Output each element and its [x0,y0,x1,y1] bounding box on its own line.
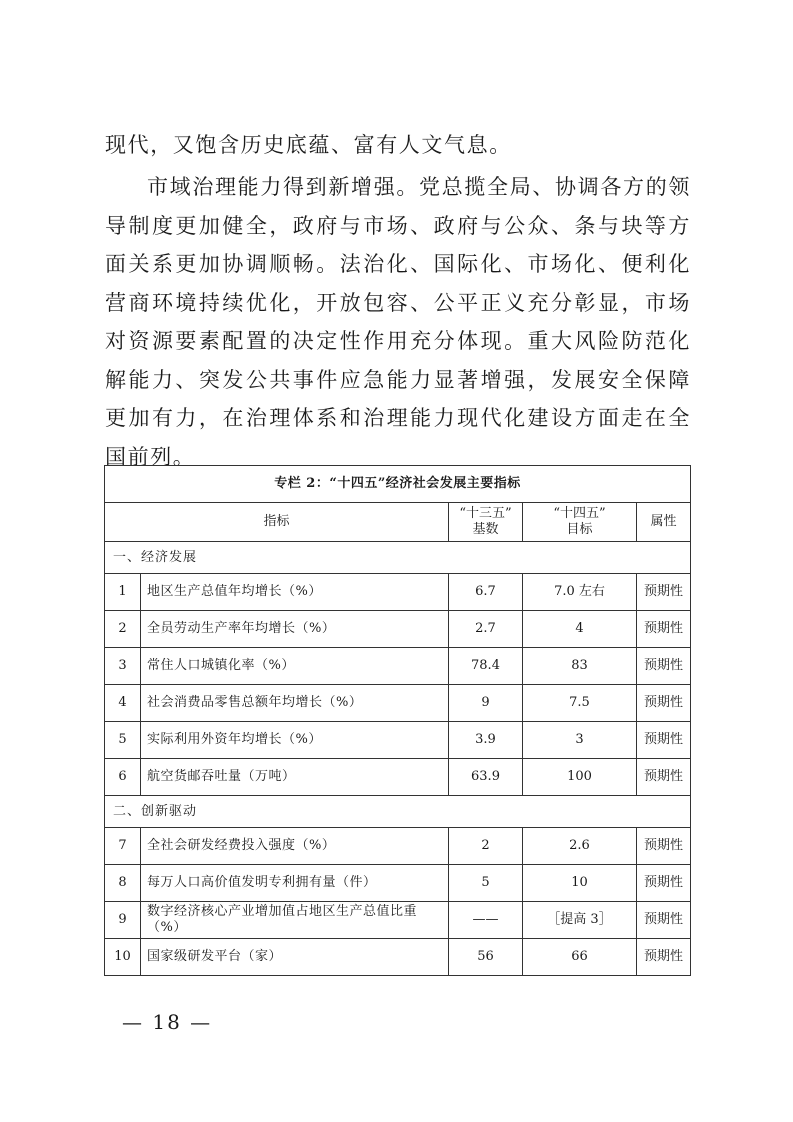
row-number: 9 [105,902,141,939]
indicator-name: 常住人口城镇化率（%） [141,648,449,685]
indicator-name: 全员劳动生产率年均增长（%） [141,611,449,648]
indicator-name: 社会消费品零售总额年均增长（%） [141,685,449,722]
base-value: 63.9 [449,759,523,796]
attribute-value: 预期性 [637,759,691,796]
section-row [105,796,691,828]
base-value: 6.7 [449,574,523,611]
target-value: 7.5 [523,685,637,722]
base-value: —— [449,902,523,939]
attribute-value: 预期性 [637,939,691,976]
indicator-name: 全社会研发经费投入强度（%） [141,828,449,865]
table-row [105,902,691,939]
table-row [105,648,691,685]
paragraph-governance: 市域治理能力得到新增强。党总揽全局、协调各方的领导制度更加健全，政府与市场、政府与公众、条与块等方面关系更加协调顺畅。法治化、国际化、市场化、便利化营商环境持续优化，开放包容、公平正义充分彰显，市场对资源要素配置的决定性作用充分体现。重大风险防范化解能力、突发公共事件应急能力显著增强，发展安全保障更加有力，在治理体系和治理能力现代化建设方面走在全国前列。 [105,175,691,469]
indicator-name: 每万人口高价值发明专利拥有量（件） [141,865,449,902]
header-base-line2: 基数 [472,522,499,537]
attribute-value: 预期性 [637,685,691,722]
row-number: 10 [105,939,141,976]
header-target-line1: “十四五” [553,506,606,521]
target-value: 3 [523,722,637,759]
row-number: 6 [105,759,141,796]
target-value: 7.0 左右 [523,574,637,611]
target-value: 66 [523,939,637,976]
table-row [105,722,691,759]
attribute-value: 预期性 [637,865,691,902]
base-value: 9 [449,685,523,722]
header-base-line1: “十三五” [459,506,512,521]
indicator-name: 航空货邮吞吐量（万吨） [141,759,449,796]
target-value: 83 [523,648,637,685]
base-value: 56 [449,939,523,976]
attribute-value: 预期性 [637,574,691,611]
attribute-value: 预期性 [637,648,691,685]
attribute-value: 预期性 [637,722,691,759]
table-header-row [105,503,691,542]
attribute-value: 预期性 [637,828,691,865]
row-number: 8 [105,865,141,902]
table-row [105,939,691,976]
header-base [449,503,523,542]
row-number: 3 [105,648,141,685]
table-row [105,759,691,796]
indicators-table [104,465,691,976]
base-value: 5 [449,865,523,902]
header-attribute: 属性 [637,503,691,542]
attribute-value: 预期性 [637,902,691,939]
row-number: 5 [105,722,141,759]
table-title: 专栏 2：“十四五”经济社会发展主要指标 [105,466,691,503]
target-value: 100 [523,759,637,796]
section-title: 二、创新驱动 [105,796,691,828]
section-title: 一、经济发展 [105,542,691,574]
table-row [105,828,691,865]
header-target [523,503,637,542]
section-row [105,542,691,574]
base-value: 2.7 [449,611,523,648]
page-number: — 18 — [122,1010,213,1034]
target-value: 4 [523,611,637,648]
row-number: 7 [105,828,141,865]
table-row [105,685,691,722]
header-target-line2: 目标 [566,522,593,537]
table-row [105,865,691,902]
header-indicator: 指标 [105,503,449,542]
attribute-value: 预期性 [637,611,691,648]
row-number: 4 [105,685,141,722]
row-number: 1 [105,574,141,611]
base-value: 3.9 [449,722,523,759]
target-value: 10 [523,865,637,902]
indicator-name: 国家级研发平台（家） [141,939,449,976]
indicator-name: 地区生产总值年均增长（%） [141,574,449,611]
target-value: ［提高 3］ [523,902,637,939]
indicator-name: 实际利用外资年均增长（%） [141,722,449,759]
base-value: 2 [449,828,523,865]
target-value: 2.6 [523,828,637,865]
row-number: 2 [105,611,141,648]
indicator-name: 数字经济核心产业增加值占地区生产总值比重（%） [141,902,449,939]
base-value: 78.4 [449,648,523,685]
table-row [105,574,691,611]
table-row [105,611,691,648]
paragraph-intro-continuation: 现代，又饱含历史底蕴、富有人文气息。 [105,133,512,157]
